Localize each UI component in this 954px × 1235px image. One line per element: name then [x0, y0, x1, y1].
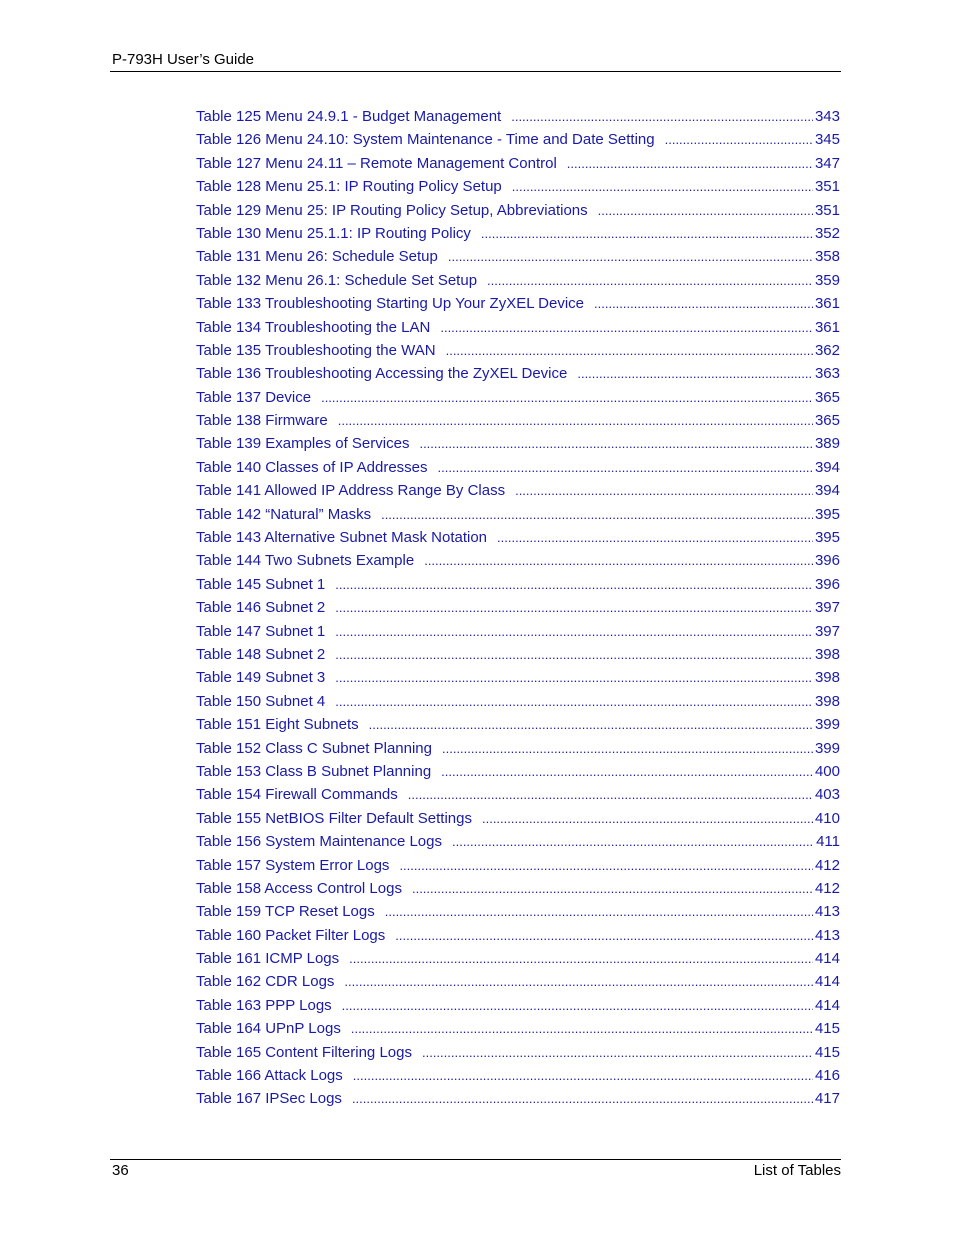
toc-entry-title: Table 142 “Natural” Masks [196, 505, 372, 523]
toc-entry-title: Table 143 Alternative Subnet Mask Notation [196, 529, 488, 547]
toc-entry-link[interactable] [196, 739, 840, 762]
dot-leader [594, 294, 813, 314]
toc-entry-page-number: 361 [814, 295, 840, 313]
toc-entry-page-number: 415 [814, 1020, 840, 1038]
dot-leader [395, 926, 813, 946]
running-header-title: P-793H User’s Guide [112, 51, 255, 68]
toc-entry-page-number: 398 [814, 669, 840, 687]
toc-entry-title: Table 141 Allowed IP Address Range By Class [196, 482, 506, 500]
dot-leader [321, 388, 813, 408]
toc-entry-title: Table 144 Two Subnets Example [196, 552, 415, 570]
toc-entry-title: Table 128 Menu 25.1: IP Routing Policy Setup [196, 178, 502, 196]
footer-section-title: List of Tables [753, 1162, 841, 1179]
toc-entry-title: Table 136 Troubleshooting Accessing the ZyXEL Device [196, 365, 568, 383]
toc-entry-link[interactable] [196, 528, 840, 551]
toc-entry-title: Table 161 ICMP Logs [196, 950, 340, 968]
toc-entry-title: Table 139 Examples of Services [196, 435, 410, 453]
toc-entry-link[interactable] [196, 271, 840, 294]
toc-entry-link[interactable] [196, 926, 840, 949]
toc-entry-link[interactable] [196, 107, 840, 130]
toc-entry-page-number: 414 [814, 973, 840, 991]
toc-entry-title: Table 164 UPnP Logs [196, 1020, 341, 1038]
toc-entry-page-number: 415 [814, 1043, 840, 1061]
toc-entry-title: Table 167 IPSec Logs [196, 1090, 342, 1108]
toc-entry-page-number: 359 [814, 271, 840, 289]
toc-entry-title: Table 148 Subnet 2 [196, 645, 326, 663]
toc-entry-link[interactable] [196, 294, 840, 317]
toc-entry-link[interactable] [196, 177, 840, 200]
dot-leader [335, 598, 813, 618]
toc-entry-title: Table 134 Troubleshooting the LAN [196, 318, 431, 336]
dot-leader [399, 856, 813, 876]
toc-entry-page-number: 389 [814, 435, 840, 453]
dot-leader [482, 809, 813, 829]
toc-entry-title: Table 151 Eight Subnets [196, 716, 359, 734]
toc-entry-title: Table 153 Class B Subnet Planning [196, 762, 432, 780]
toc-entry-title: Table 160 Packet Filter Logs [196, 926, 386, 944]
dot-leader [351, 1019, 813, 1039]
toc-entry-link[interactable] [196, 154, 840, 177]
toc-entry-link[interactable] [196, 715, 840, 738]
toc-entry-link[interactable] [196, 1066, 840, 1089]
dot-leader [335, 692, 813, 712]
toc-entry-link[interactable] [196, 972, 840, 995]
toc-entry-page-number: 343 [814, 108, 840, 125]
dot-leader [381, 505, 813, 525]
dot-leader [567, 154, 813, 174]
toc-entry-page-number: 361 [814, 318, 840, 336]
dot-leader [419, 434, 813, 454]
toc-entry-link[interactable] [196, 130, 840, 153]
dot-leader [335, 645, 813, 665]
toc-entry-link[interactable] [196, 1019, 840, 1042]
toc-entry-title: Table 163 PPP Logs [196, 996, 332, 1014]
dot-leader [342, 996, 813, 1016]
toc-entry-link[interactable] [196, 879, 840, 902]
toc-entry-title: Table 159 TCP Reset Logs [196, 903, 375, 921]
dot-leader [446, 341, 813, 361]
toc-entry-title: Table 132 Menu 26.1: Schedule Set Setup [196, 271, 478, 289]
toc-entry-page-number: 345 [814, 131, 840, 149]
toc-entry-page-number: 412 [814, 879, 840, 897]
dot-leader [452, 832, 814, 852]
dot-leader [512, 177, 813, 197]
dot-leader [335, 622, 813, 642]
toc-entry-page-number: 394 [814, 482, 840, 500]
dot-leader [408, 785, 813, 805]
toc-entry-page-number: 411 [816, 833, 840, 851]
toc-entry-page-number: 400 [814, 762, 840, 780]
toc-entry-link[interactable] [196, 832, 840, 855]
toc-entry-link[interactable] [196, 692, 840, 715]
dot-leader [352, 1089, 813, 1109]
toc-entry-link[interactable] [196, 481, 840, 504]
toc-entry-page-number: 414 [814, 996, 840, 1014]
toc-entry-link[interactable] [196, 575, 840, 598]
toc-entry-link[interactable] [196, 809, 840, 832]
toc-entry-link[interactable] [196, 902, 840, 925]
dot-leader [441, 762, 813, 782]
toc-entry-title: Table 156 System Maintenance Logs [196, 833, 442, 851]
toc-entry-page-number: 394 [814, 458, 840, 476]
toc-entry-title: Table 129 Menu 25: IP Routing Policy Setup, Abbreviations [196, 201, 588, 219]
dot-leader [349, 949, 813, 969]
dot-leader [598, 201, 813, 221]
toc-entry-page-number: 414 [814, 950, 840, 968]
toc-entry-page-number: 365 [814, 388, 840, 406]
toc-entry-title: Table 152 Class C Subnet Planning [196, 739, 432, 757]
toc-entry-link[interactable] [196, 668, 840, 691]
dot-leader [515, 481, 813, 501]
toc-entry-title: Table 127 Menu 24.11 – Remote Management Control [196, 154, 557, 172]
toc-entry-link[interactable] [196, 1043, 840, 1066]
footer-divider [110, 1159, 841, 1160]
toc-entry-title: Table 158 Access Control Logs [196, 879, 402, 897]
toc-entry-link[interactable] [196, 458, 840, 481]
toc-entry-link[interactable] [196, 411, 840, 434]
dot-leader [497, 528, 813, 548]
header-divider [110, 71, 841, 72]
toc-entry-page-number: 410 [814, 809, 840, 827]
toc-entry-title: Table 133 Troubleshooting Starting Up Your ZyXEL Device [196, 295, 585, 313]
toc-entry-link[interactable] [196, 224, 840, 247]
toc-entry-title: Table 147 Subnet 1 [196, 622, 326, 640]
toc-entry-title: Table 126 Menu 24.10: System Maintenance - Time and Date Setting [196, 131, 655, 149]
toc-entry-page-number: 352 [814, 224, 840, 242]
dot-leader [369, 715, 813, 735]
toc-entry-link[interactable] [196, 388, 840, 411]
toc-entry-page-number: 396 [814, 552, 840, 570]
toc-entry-link[interactable] [196, 551, 840, 574]
toc-entry-page-number: 395 [814, 505, 840, 523]
toc-entry-link[interactable] [196, 785, 840, 808]
toc-entry-page-number: 403 [814, 786, 840, 804]
toc-entry-link[interactable] [196, 622, 840, 645]
toc-entry-link[interactable] [196, 856, 840, 879]
dot-leader [665, 130, 813, 150]
toc-entry-link[interactable] [196, 434, 840, 457]
toc-entry-link[interactable] [196, 645, 840, 668]
toc-entry-page-number: 412 [814, 856, 840, 874]
toc-entry-page-number: 363 [814, 365, 840, 383]
toc-entry-link[interactable] [196, 598, 840, 621]
dot-leader [344, 972, 813, 992]
toc-entry-title: Table 125 Menu 24.9.1 - Budget Management [196, 108, 502, 125]
toc-entry-page-number: 347 [814, 154, 840, 172]
toc-entry-title: Table 149 Subnet 3 [196, 669, 326, 687]
dot-leader [511, 107, 813, 127]
toc-entry-title: Table 150 Subnet 4 [196, 692, 326, 710]
dot-leader [353, 1066, 813, 1086]
toc-entry-page-number: 416 [814, 1067, 840, 1085]
dot-leader [481, 224, 813, 244]
dot-leader [335, 575, 813, 595]
toc-entry-link[interactable] [196, 949, 840, 972]
toc-entry-link[interactable] [196, 996, 840, 1019]
toc-entry-link[interactable] [196, 1089, 840, 1112]
toc-entry-title: Table 145 Subnet 1 [196, 575, 326, 593]
toc-entry-link[interactable] [196, 762, 840, 785]
toc-entry-title: Table 165 Content Filtering Logs [196, 1043, 412, 1061]
toc-entry-page-number: 351 [814, 178, 840, 196]
toc-entry-title: Table 140 Classes of IP Addresses [196, 458, 428, 476]
dot-leader [440, 318, 813, 338]
toc-entry-page-number: 362 [814, 341, 840, 359]
toc-entry-title: Table 135 Troubleshooting the WAN [196, 341, 436, 359]
dot-leader [438, 458, 813, 478]
toc-entry-page-number: 413 [814, 926, 840, 944]
dot-leader [487, 271, 813, 291]
toc-entry-page-number: 397 [814, 599, 840, 617]
dot-leader [385, 902, 813, 922]
toc-entry-page-number: 398 [814, 645, 840, 663]
toc-entry-page-number: 398 [814, 692, 840, 710]
page-number: 36 [112, 1162, 129, 1179]
toc-entry-link[interactable] [196, 341, 840, 364]
toc-entry-link[interactable] [196, 364, 840, 387]
toc-entry-page-number: 399 [814, 739, 840, 757]
toc-entry-title: Table 155 NetBIOS Filter Default Settings [196, 809, 472, 827]
toc-entry-link[interactable] [196, 247, 840, 270]
dot-leader [338, 411, 813, 431]
toc-entry-title: Table 166 Attack Logs [196, 1067, 343, 1085]
toc-entry-page-number: 399 [814, 716, 840, 734]
toc-entry-title: Table 157 System Error Logs [196, 856, 390, 874]
dot-leader [442, 739, 813, 759]
toc-entry-title: Table 130 Menu 25.1.1: IP Routing Policy [196, 224, 471, 242]
toc-entry-page-number: 358 [814, 248, 840, 266]
dot-leader [335, 668, 813, 688]
dot-leader [412, 879, 813, 899]
toc-entry-title: Table 131 Menu 26: Schedule Setup [196, 248, 438, 266]
toc-entry-link[interactable] [196, 318, 840, 341]
toc-entry-title: Table 154 Firewall Commands [196, 786, 398, 804]
toc-entry-page-number: 417 [814, 1090, 840, 1108]
toc-entry-page-number: 397 [814, 622, 840, 640]
dot-leader [448, 247, 813, 267]
toc-entry-link[interactable] [196, 201, 840, 224]
dot-leader [422, 1043, 813, 1063]
toc-entry-page-number: 396 [814, 575, 840, 593]
toc-entry-title: Table 162 CDR Logs [196, 973, 335, 991]
toc-entry-link[interactable] [196, 505, 840, 528]
list-of-tables [196, 107, 840, 1113]
dot-leader [424, 551, 813, 571]
toc-entry-page-number: 365 [814, 412, 840, 430]
toc-entry-title: Table 146 Subnet 2 [196, 599, 326, 617]
toc-entry-title: Table 138 Firmware [196, 412, 328, 430]
dot-leader [577, 364, 813, 384]
toc-entry-title: Table 137 Device [196, 388, 312, 406]
toc-entry-page-number: 395 [814, 529, 840, 547]
toc-entry-page-number: 413 [814, 903, 840, 921]
toc-entry-page-number: 351 [814, 201, 840, 219]
